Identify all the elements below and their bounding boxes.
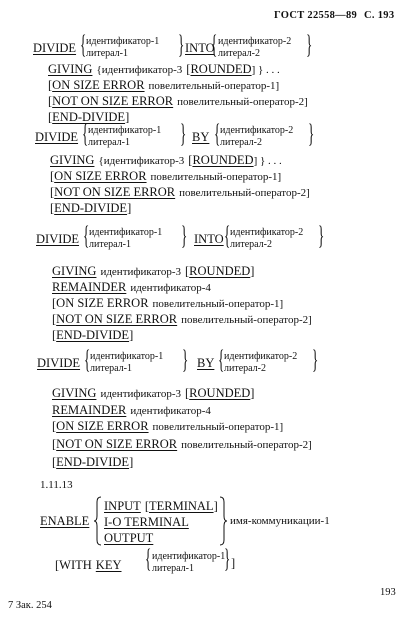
left-brace: { <box>214 119 221 148</box>
verb-keyword: ENABLE <box>40 514 90 528</box>
left-brace: { <box>145 544 152 573</box>
operand-choice-2: идентификатор-2 литерал-2 <box>218 36 292 59</box>
right-brace: } <box>312 345 319 374</box>
left-brace: { <box>80 30 87 59</box>
left-brace: { <box>83 221 90 250</box>
left-brace: { <box>224 221 231 250</box>
size-error-clause: [ON SIZE ERROR повелительный-оператор-1] <box>50 169 282 183</box>
right-brace-large <box>219 496 227 546</box>
right-brace: } <box>182 345 189 374</box>
remainder-clause: REMAINDER идентификатор-4 <box>52 403 211 417</box>
giving-clause: GIVING идентификатор-3 [ROUNDED] <box>52 386 255 400</box>
operand-choice-2: идентификатор-2 литерал-2 <box>224 351 298 374</box>
right-brace: } <box>308 119 315 148</box>
running-header <box>274 10 394 21</box>
with-key-clause: [WITH KEY <box>55 558 122 572</box>
not-size-error-clause: [NOT ON SIZE ERROR повелительный-оператор-2] <box>50 185 310 199</box>
right-brace: } <box>318 221 325 250</box>
verb-keyword: DIVIDE <box>33 41 77 55</box>
operand-choice-2: идентификатор-2 литерал-2 <box>230 227 304 250</box>
right-brace: } <box>180 119 187 148</box>
option-io-terminal: I-O TERMINAL <box>104 515 189 529</box>
giving-clause: GIVING {идентификатор-3 [ROUNDED] } . . . <box>48 62 280 76</box>
closing-bracket: ] <box>231 556 236 570</box>
size-error-clause: [ON SIZE ERROR повелительный-оператор-1] <box>52 296 284 310</box>
operand-choice-2: идентификатор-2 литерал-2 <box>220 125 294 148</box>
communication-name: имя-коммуникации-1 <box>230 515 330 527</box>
left-brace: { <box>82 119 89 148</box>
end-divide-clause: [END-DIVIDE] <box>48 110 130 124</box>
operand-choice-1: идентификатор-1 литерал-1 <box>88 125 162 148</box>
page-number: 193 <box>380 587 396 598</box>
left-brace: { <box>211 30 218 59</box>
key-operand-choice: идентификатор-1 литерал-1 <box>152 551 226 574</box>
not-size-error-clause: [NOT ON SIZE ERROR повелительный-оператор-2] <box>52 312 312 326</box>
end-divide-clause: [END-DIVIDE] <box>52 328 134 342</box>
end-divide-clause: [END-DIVIDE] <box>50 201 132 215</box>
giving-clause: GIVING идентификатор-3 [ROUNDED] <box>52 264 255 278</box>
operand-choice-1: идентификатор-1 литерал-1 <box>90 351 164 374</box>
page-reference: С. 193 <box>364 10 395 21</box>
not-size-error-clause: [NOT ON SIZE ERROR повелительный-оператор-2] <box>52 437 312 451</box>
option-output: OUTPUT <box>104 531 154 545</box>
right-brace: } <box>178 30 185 59</box>
not-size-error-clause: [NOT ON SIZE ERROR повелительный-оператор-2] <box>48 94 308 108</box>
giving-clause: GIVING {идентификатор-3 [ROUNDED] } . . . <box>50 153 282 167</box>
standard-code: ГОСТ 22558—89 <box>274 10 358 21</box>
verb-keyword: DIVIDE <box>37 356 81 370</box>
size-error-clause: [ON SIZE ERROR повелительный-оператор-1] <box>52 419 284 433</box>
size-error-clause: [ON SIZE ERROR повелительный-оператор-1] <box>48 78 280 92</box>
option-input-terminal: INPUT [TERMINAL] <box>104 499 218 513</box>
connector-keyword: INTO <box>185 41 215 55</box>
connector-keyword: BY <box>192 130 210 144</box>
print-order: 7 Зак. 254 <box>8 600 52 611</box>
right-brace: } <box>181 221 188 250</box>
right-brace: } <box>224 544 231 573</box>
section-number: 1.11.13 <box>40 479 73 491</box>
remainder-clause: REMAINDER идентификатор-4 <box>52 280 211 294</box>
left-brace: { <box>218 345 225 374</box>
operand-choice-1: идентификатор-1 литерал-1 <box>86 36 160 59</box>
end-divide-clause: [END-DIVIDE] <box>52 455 134 469</box>
connector-keyword: BY <box>197 356 215 370</box>
left-brace-large <box>94 496 102 546</box>
connector-keyword: INTO <box>194 232 224 246</box>
verb-keyword: DIVIDE <box>36 232 80 246</box>
verb-keyword: DIVIDE <box>35 130 79 144</box>
right-brace: } <box>306 30 313 59</box>
left-brace: { <box>84 345 91 374</box>
operand-choice-1: идентификатор-1 литерал-1 <box>89 227 163 250</box>
